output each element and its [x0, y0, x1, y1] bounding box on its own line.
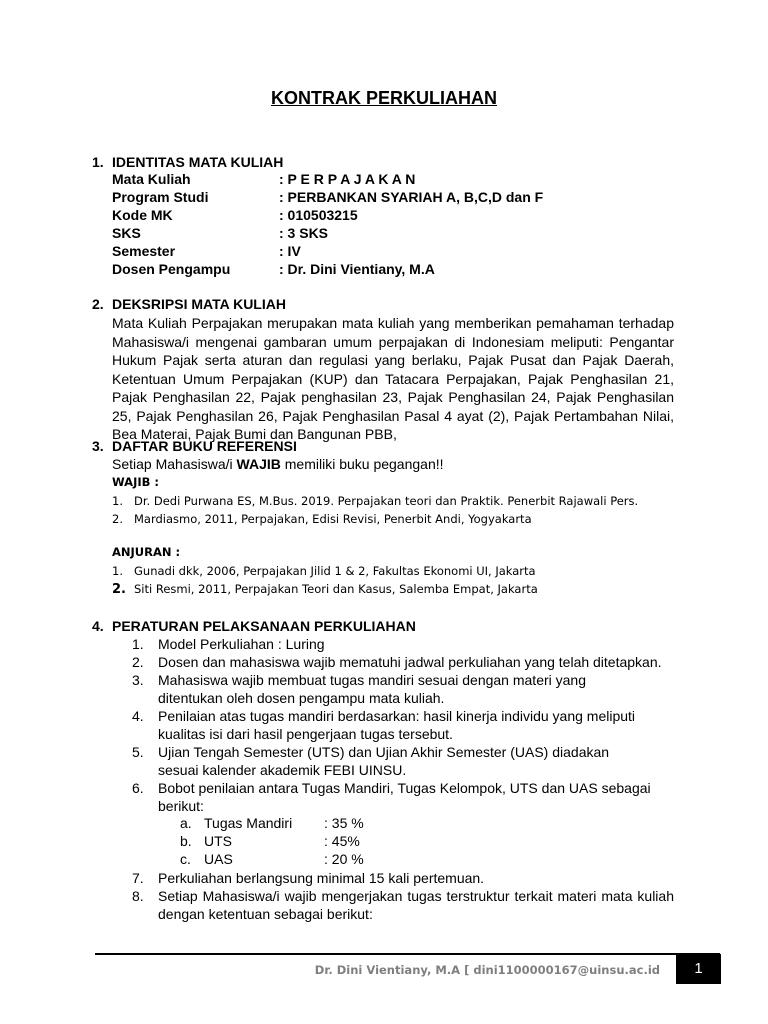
anjuran-book-item [112, 564, 536, 578]
list-number: 2. [132, 654, 144, 670]
section-title: DEKSRIPSI MATA KULIAH [112, 296, 286, 312]
rule-text: Model Perkuliahan : Luring [158, 636, 325, 652]
intro-emphasis: WAJIB [236, 456, 281, 472]
identity-label: Mata Kuliah [112, 171, 191, 187]
wajib-label: WAJIB : [112, 475, 159, 489]
identity-row-dosen [112, 260, 435, 278]
list-number: 1. [112, 564, 123, 578]
identity-value: : IV [279, 243, 301, 259]
section-deskripsi-heading [92, 296, 286, 312]
section-number: 2. [92, 296, 104, 312]
list-number: 3. [132, 672, 144, 688]
identity-row-semester [112, 242, 301, 260]
identity-value: : 010503215 [279, 207, 358, 223]
identity-value: : Dr. Dini Vientiany, M.A [279, 261, 435, 277]
page-number: 1 [676, 954, 721, 984]
grade-component: Tugas Mandiri [204, 815, 293, 831]
rule-text: Ujian Tengah Semester (UTS) dan Ujian Akhir Semester (UAS) diadakan sesuai kalender akademik FEBI UINSU. [158, 744, 610, 778]
footer-divider [95, 953, 720, 955]
rule-item [112, 887, 674, 923]
section-number: 1. [92, 154, 104, 170]
identity-label: Dosen Pengampu [112, 261, 231, 277]
list-number: 2. [112, 582, 126, 597]
rule-item [112, 671, 652, 707]
list-number: 1. [112, 494, 123, 508]
grade-weight: : 45% [324, 833, 360, 849]
book-title: Mardiasmo, 2011, Perpajakan, Edisi Revisi, Penerbit Andi, Yogyakarta [134, 512, 532, 526]
identity-value: : 3 SKS [279, 225, 329, 241]
list-number: 6. [132, 780, 144, 796]
identity-label: SKS [112, 225, 141, 241]
section-peraturan-heading [92, 618, 416, 634]
section-title: DAFTAR BUKU REFERENSI [112, 438, 297, 454]
section-number: 4. [92, 618, 104, 634]
rule-text: Perkuliahan berlangsung minimal 15 kali pertemuan. [158, 870, 485, 886]
rule-item [112, 653, 680, 671]
grade-weight-row [180, 833, 360, 849]
grade-weight-row [180, 815, 364, 831]
book-title: Dr. Dedi Purwana ES, M.Bus. 2019. Perpajakan teori dan Praktik. Penerbit Rajawali Pers. [134, 494, 639, 508]
section-title: IDENTITAS MATA KULIAH [112, 154, 284, 170]
section-title: PERATURAN PELAKSANAAN PERKULIAHAN [112, 618, 416, 634]
list-letter: a. [180, 815, 192, 831]
grade-weight: : 35 % [324, 815, 364, 831]
identity-label: Kode MK [112, 207, 173, 223]
footer-author: Dr. Dini Vientiany, M.A [ dini1100000167@uinsu.ac.id [314, 963, 660, 977]
rule-item [112, 707, 652, 743]
referensi-intro [112, 456, 444, 472]
list-number: 8. [132, 888, 144, 904]
grade-component: UAS [204, 851, 233, 867]
rule-text: Setiap Mahasiswa/i wajib mengerjakan tugas terstruktur terkait materi mata kuliah dengan ketentuan sebagai berikut: [158, 888, 674, 922]
list-number: 7. [132, 870, 144, 886]
section-number: 3. [92, 438, 104, 454]
identity-value: : PERBANKAN SYARIAH A, B,C,D dan F [279, 189, 544, 205]
rule-item [112, 635, 680, 653]
rule-text: Dosen dan mahasiswa wajib mematuhi jadwal perkuliahan yang telah ditetapkan. [158, 654, 662, 670]
identity-row-mata-kuliah [112, 170, 415, 188]
list-letter: b. [180, 833, 192, 849]
anjuran-book-item [112, 582, 538, 597]
wajib-book-item [112, 512, 532, 526]
book-title: Siti Resmi, 2011, Perpajakan Teori dan Kasus, Salemba Empat, Jakarta [134, 582, 538, 596]
list-number: 1. [132, 636, 144, 652]
section-referensi-heading [92, 438, 297, 454]
list-number: 5. [132, 744, 144, 760]
rule-item [112, 869, 680, 887]
anjuran-label: ANJURAN : [112, 545, 181, 559]
book-title: Gunadi dkk, 2006, Perpajakan Jilid 1 & 2, Fakultas Ekonomi UI, Jakarta [134, 564, 536, 578]
wajib-book-item [112, 494, 638, 508]
grade-component: UTS [204, 833, 232, 849]
grade-weight-row [180, 851, 364, 867]
identity-label: Semester [112, 243, 176, 259]
document-title: KONTRAK PERKULIAHAN [271, 88, 497, 108]
rule-item [112, 779, 652, 815]
identity-row-program-studi [112, 188, 543, 206]
rule-text: Penilaian atas tugas mandiri berdasarkan: hasil kinerja individu yang meliputi kualitas isi dari hasil pengerjaan tugas tersebut. [158, 708, 636, 742]
identity-label: Program Studi [112, 189, 209, 205]
identity-row-sks [112, 224, 328, 242]
list-number: 4. [132, 708, 144, 724]
grade-weight: : 20 % [324, 851, 364, 867]
identity-row-kode-mk [112, 206, 358, 224]
rule-text: Mahasiswa wajib membuat tugas mandiri sesuai dengan materi yang ditentukan oleh dosen pengampu mata kuliah. [158, 672, 586, 706]
section-identitas-heading [92, 154, 283, 170]
rule-text: Bobot penilaian antara Tugas Mandiri, Tugas Kelompok, UTS dan UAS sebagai berikut: [158, 780, 651, 814]
list-letter: c. [180, 851, 191, 867]
intro-text: memiliki buku pegangan!! [280, 456, 444, 472]
list-number: 2. [112, 512, 123, 526]
rule-item [112, 743, 652, 779]
identity-value: : P E R P A J A K A N [279, 171, 416, 187]
intro-text: Setiap Mahasiswa/i [112, 456, 237, 472]
deskripsi-paragraph: Mata Kuliah Perpajakan merupakan mata kuliah yang memberikan pemahaman terhadap Mahasiswa/i mengenai gambaran umum perpajakan di Indonesiam meliputi: Pengantar Hukum Pajak serta aturan dan regulasi yang berlaku, Pajak Pusat dan Pajak Daerah, Ketentuan Umum Perpajakan (KUP) dan Tatacara Perpajakan, Pajak Penghasilan 21, Pajak Penghasilan 22, Pajak penghasilan 23, Pajak Penghasilan 24, Pajak Penghasilan 25, Pajak Penghasilan 26, Pajak Penghasilan Pasal 4 ayat (2), Pajak Pertambahan Nilai, Bea Materai, Pajak Bumi dan Bangunan PBB, [112, 315, 674, 442]
